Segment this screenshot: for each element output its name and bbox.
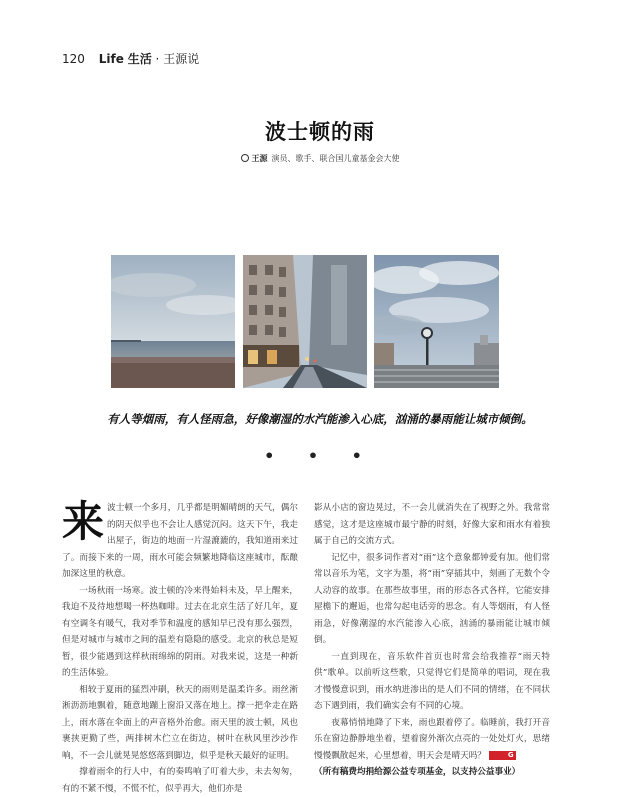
photo-street [243, 255, 367, 388]
author-description: 演员、歌手、联合国儿童基金会大使 [271, 154, 400, 163]
paragraph: 一直到现在，音乐软件首页也时常会给我推荐“雨天特供”歌单。以前听这些歌，只觉得它们是简单的唱词，现在我才慢慢意识到，雨水纳进渗出的是人们不同的情绪，在不同状态下遇到雨，我们确实会有不同的心境。 [314, 651, 550, 711]
section-cn: 生活 [127, 52, 152, 66]
column-left [62, 497, 298, 797]
section-divider: • • • [264, 446, 376, 465]
column-right [314, 500, 550, 781]
paragraph: 来波士顿一个多月，几乎都是明媚晴朗的天气，偶尔的阴天似乎也不会让人感觉沉闷。这天下午，我走出屋子，街边的地面一片湿漉漉的，我知道雨来过了。而接下来的一周，雨水可能会频繁地降临这座城市，酝酿加深这里的秋意。 [62, 497, 298, 579]
paragraph: 影从小店的窗边晃过，不一会儿就消失在了视野之外。我常常感觉，这才是这座城市最宁静的时刻，好像大家和雨水有着独属于自己的交流方式。 [314, 503, 550, 546]
paragraph: 撑着雨伞的行人中，有的奏鸣响了叮着大步，未去匆匆，有的不紧不慢，不慌不忙，似乎再大，他们亦是 [62, 767, 298, 794]
section-en: Life [98, 52, 124, 66]
header-separator: · [155, 52, 160, 66]
pull-quote: 有人等烟雨，有人怪雨急，好像潮湿的水汽能渗入心底，汹涌的暴雨能让城市倾倒。 [107, 412, 533, 426]
author-tag: 王源说 [163, 52, 200, 66]
paragraph: 夜幕悄悄地降了下来，雨也跟着停了。临睡前，我打开音乐在窗边静静地坐着，望着窗外渐次点亮的一处处灯火，思绪慢慢飘散起来，心里想着，明天会是晴天吗？ G [314, 717, 550, 761]
page-header [62, 50, 199, 67]
paragraph: 一场秋雨一场寒。波士顿的冷来得始料未及，早上醒来，我迫不及待地想喝一杯热咖啡。过去在北京生活了好几年，夏有空调冬有暖气，我对季节和温度的感知早已没有那么强烈，但是对城市与城市之间的温差有隐隐的感受。北京的秋总是短暂，很少能遇到这样秋雨绵绵的阴雨。对我来说，这是一种新的生活体验。 [62, 585, 298, 678]
photo-clock [374, 255, 499, 388]
footnote: （所有稿费均捐给源公益专项基金，以支持公益事业） [314, 767, 521, 777]
paragraph: 相较于夏雨的猛烈冲刷，秋天的雨则是温柔许多。雨丝淅淅沥沥地飘着，随意地蹦上窗沿又落在地上。撑一把伞走在路上，雨水落在伞面上的声音格外治愈。雨天里的波士顿，风也裹挟更勤了些，两排树木伫立在街边，树叶在秋风里沙沙作响，不一会儿就晃晃悠悠落到脚边，似乎是秋天最好的证明。 [62, 684, 298, 761]
byline-circle-icon [241, 154, 249, 162]
photo-strip [111, 255, 499, 388]
paragraph: 记忆中，很多词作者对“雨”这个意象都钟爱有加。他们常常以音乐为笔，文字为墨，将“雨”穿插其中，刻画了无数个令人动容的故事。在那些故事里，雨的形态各式各样，它能安排屋檐下的邂逅，也常勾起电话旁的思念。有人等烟雨，有人怪雨急，好像潮湿的水汽能渗入心底，汹涌的暴雨能让城市倾倒。 [314, 552, 550, 645]
byline [0, 153, 640, 164]
dropcap: 来 [62, 497, 105, 546]
article-title: 波士顿的雨 [265, 119, 375, 144]
g-badge-icon: G [489, 751, 516, 760]
photo-sea [111, 255, 235, 388]
author-name: 王源 [251, 154, 268, 163]
page-number: 120 [62, 52, 85, 66]
